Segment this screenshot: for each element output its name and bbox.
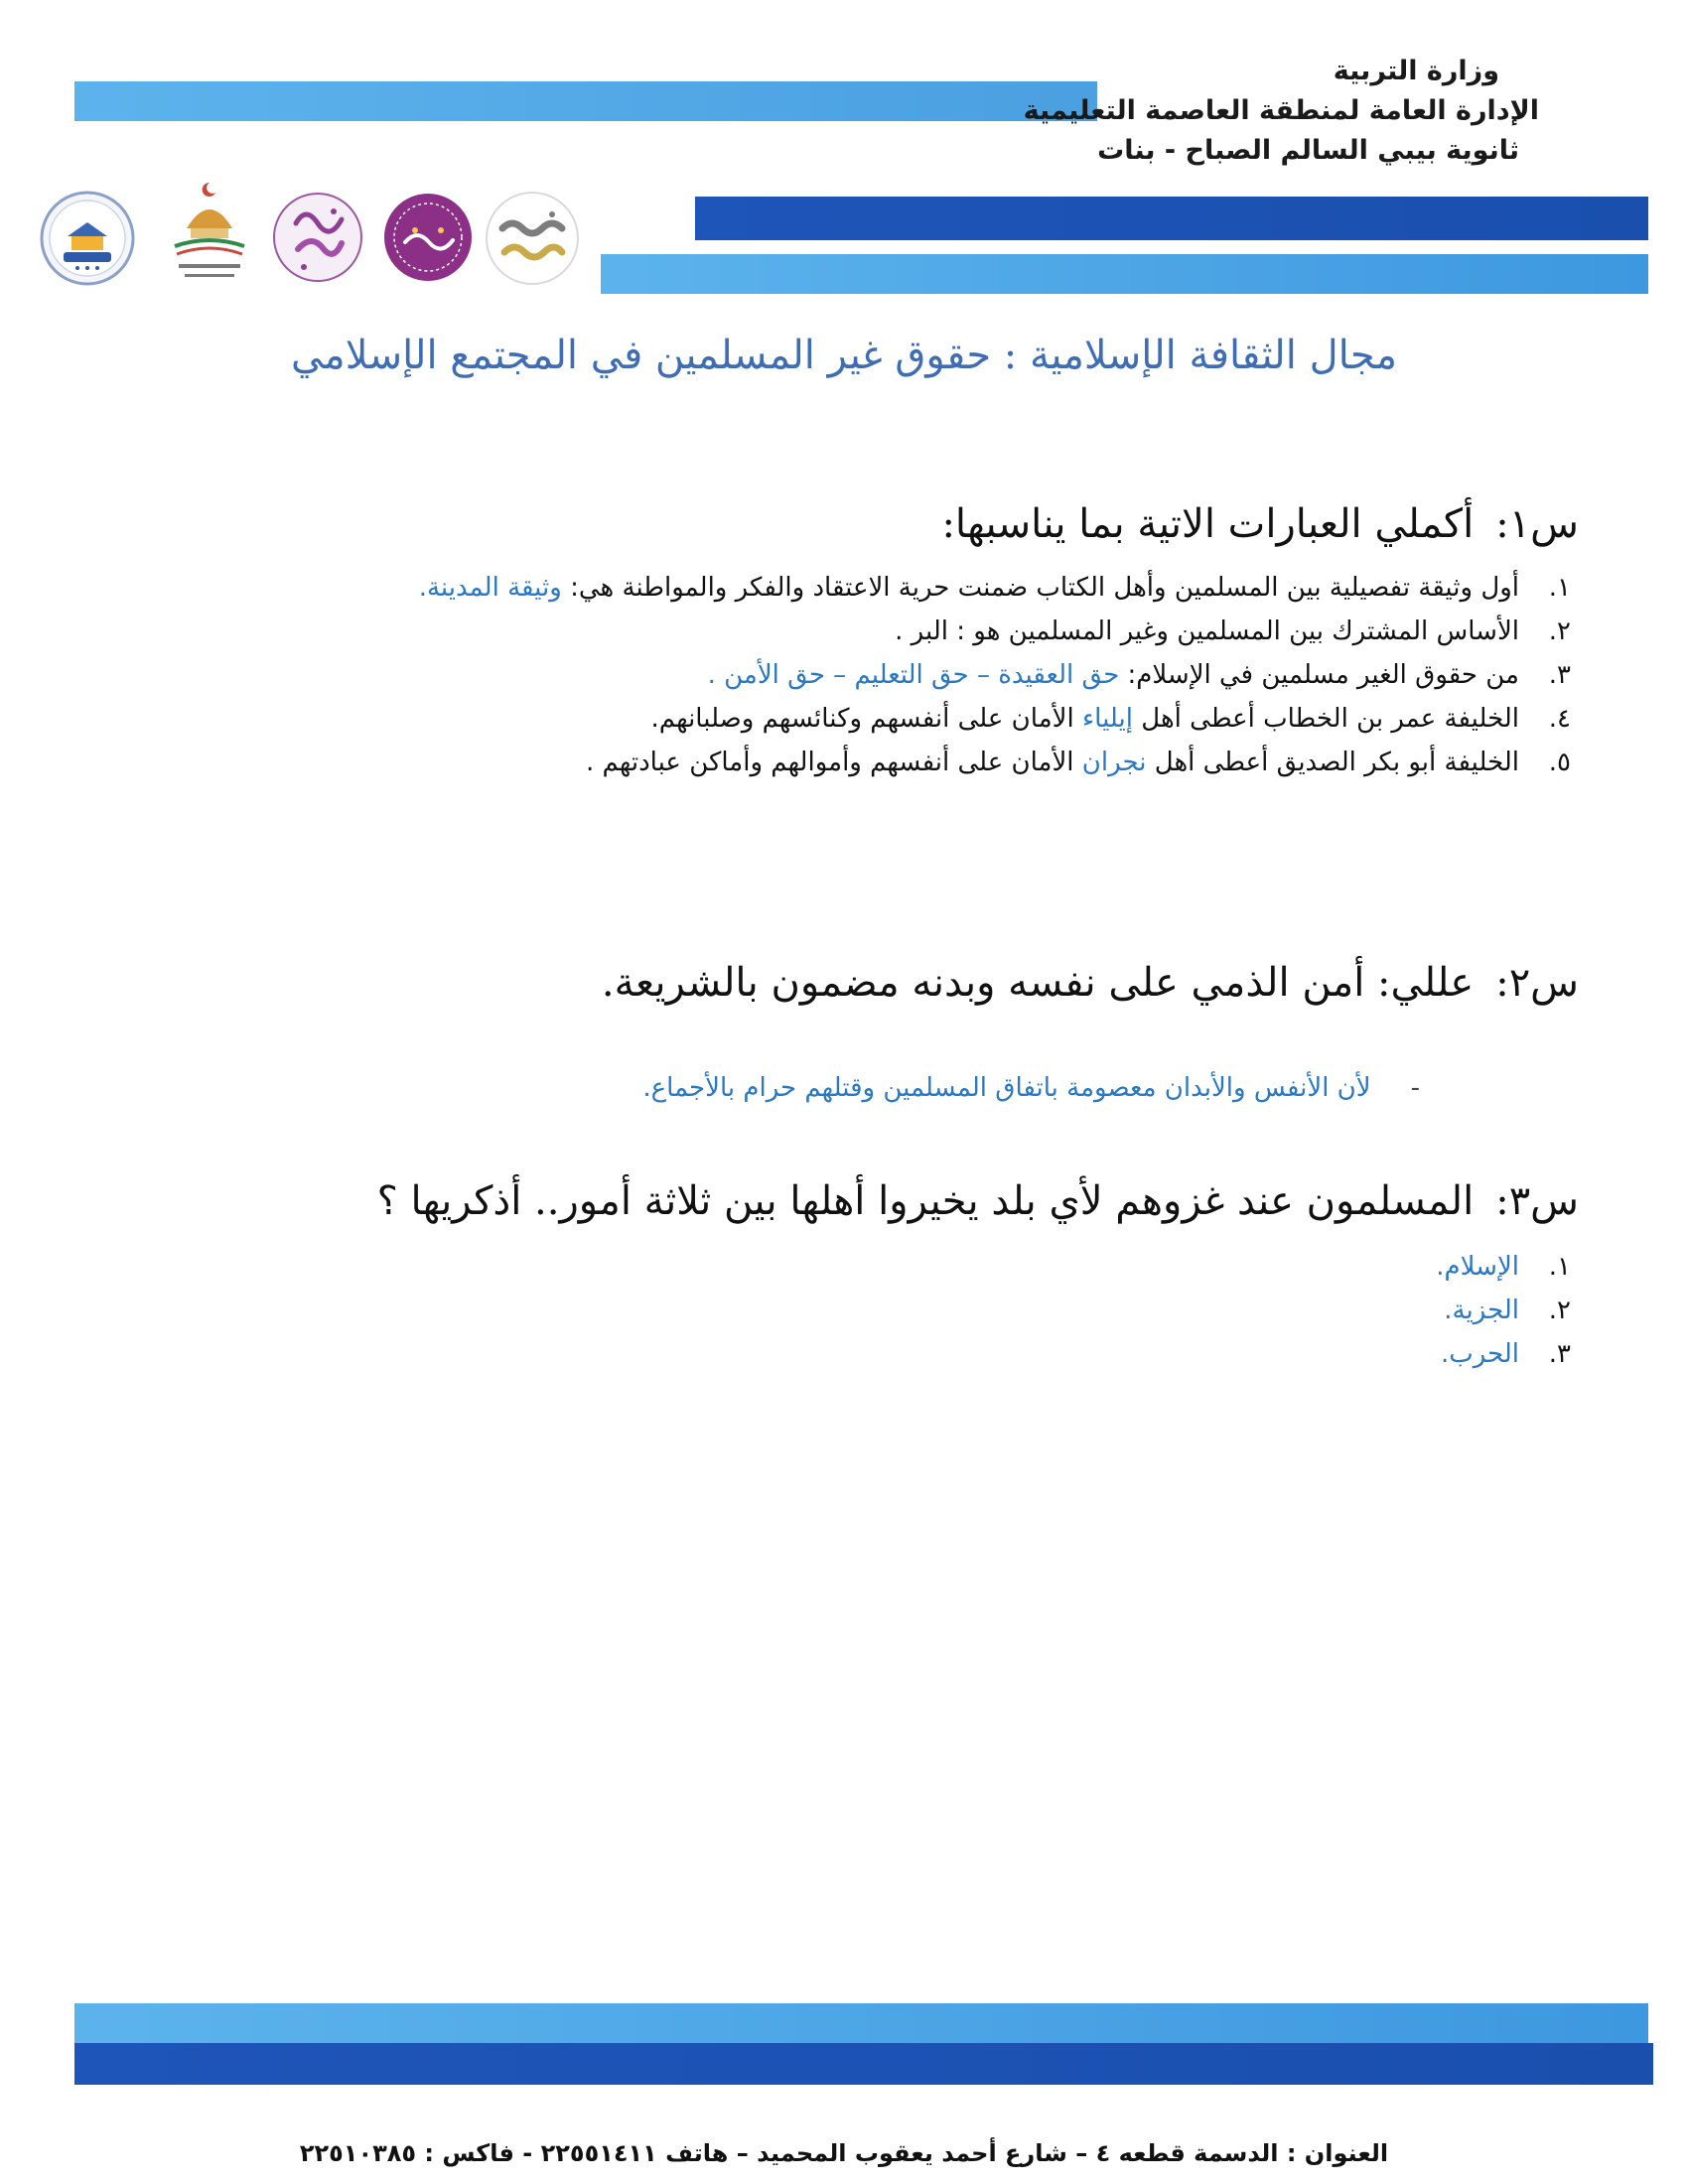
answer-text: الإسلام. — [1436, 1252, 1519, 1282]
list-item: ٥. الخليفة أبو بكر الصديق أعطى أهل نجران الأمان على أنفسهم وأموالهم وأماكن عبادتهم . — [586, 748, 1571, 777]
question-3-text: المسلمون عند غزوهم لأي بلد يخيروا أهلها بين ثلاثة أمور.. أذكريها ؟ — [376, 1178, 1475, 1224]
question-1-list — [109, 566, 1579, 784]
arabic-dept-logo — [381, 191, 475, 284]
question-2-text: عللي: أمن الذمي على نفسه وبدنه مضمون بالشريعة. — [601, 960, 1475, 1006]
list-item: ٤. الخليفة عمر بن الخطاب أعطى أهل إيلياء الأمان على أنفسهم وكنائسهم وصلبانهم. — [650, 704, 1571, 734]
answer-text: وثيقة المدينة. — [418, 573, 562, 603]
question-3 — [109, 1173, 1579, 1376]
question-1-text: أكملي العبارات الاتية بما يناسبها: — [941, 501, 1475, 547]
ministry-name: وزارة التربية — [1333, 56, 1499, 86]
footer-stripe-light — [74, 2003, 1648, 2043]
answer-text: إيلياء — [1081, 704, 1133, 734]
answer-text: الحرب. — [1440, 1339, 1519, 1369]
footer-stripe-dark — [74, 2043, 1653, 2085]
bullet-dash: - — [1410, 1073, 1420, 1103]
question-2-answer-line — [109, 1066, 1579, 1110]
directorate-name: الإدارة العامة لمنطقة العاصمة التعليمية — [1023, 95, 1539, 126]
answer-text: حق العقيدة – حق التعليم – حق الأمن . — [707, 660, 1120, 690]
fidak-logo — [268, 184, 367, 291]
islamic-dept-logo — [155, 177, 264, 296]
question-3-list — [109, 1245, 1579, 1376]
list-item: ٣. الحرب. — [1440, 1339, 1571, 1369]
question-2-heading — [109, 955, 1579, 1011]
header-stripe-top — [74, 81, 1097, 121]
answer-text: لأن الأنفس والأبدان معصومة باتفاق المسلمين وقتلهم حرام بالأجماع. — [642, 1073, 1371, 1103]
question-2 — [109, 955, 1579, 1110]
question-1-label: س١: — [1495, 501, 1579, 547]
list-item: ١. الإسلام. — [1436, 1252, 1571, 1282]
footer-address: العنوان : الدسمة قطعه ٤ – شارع أحمد يعقوب المحميد – هاتف ٢٢٥٥١٤١١ - فاكس : ٢٢٥١٠٣٨٥ — [299, 2139, 1389, 2167]
question-1 — [109, 496, 1579, 784]
school-logo — [38, 189, 137, 288]
question-1-heading — [109, 496, 1579, 552]
list-item: ٢. الجزية. — [1444, 1296, 1571, 1325]
list-item: ٢. الأساس المشترك بين المسلمين وغير المسلمين هو : البر . — [895, 616, 1571, 646]
page-title: مجال الثقافة الإسلامية : حقوق غير المسلمين في المجتمع الإسلامي — [290, 333, 1398, 378]
answer-text: نجران — [1081, 748, 1147, 777]
bidayatuna-logo — [483, 189, 582, 288]
question-3-label: س٣: — [1495, 1178, 1579, 1224]
logos-row — [38, 179, 574, 298]
list-item: ٣. من حقوق الغير مسلمين في الإسلام: حق العقيدة – حق التعليم – حق الأمن . — [707, 660, 1571, 690]
header-stripe-light — [601, 254, 1648, 294]
question-2-label: س٢: — [1495, 960, 1579, 1006]
school-name: ثانوية بيبي السالم الصباح - بنات — [1097, 135, 1519, 166]
list-item: ١. أول وثيقة تفصيلية بين المسلمين وأهل الكتاب ضمنت حرية الاعتقاد والفكر والمواطنة هي: وثيقة المدينة. — [418, 573, 1571, 603]
answer-text: الجزية. — [1444, 1296, 1519, 1325]
header-stripe-dark — [695, 197, 1648, 240]
header-text-block — [1024, 52, 1539, 171]
question-3-heading — [109, 1173, 1579, 1229]
